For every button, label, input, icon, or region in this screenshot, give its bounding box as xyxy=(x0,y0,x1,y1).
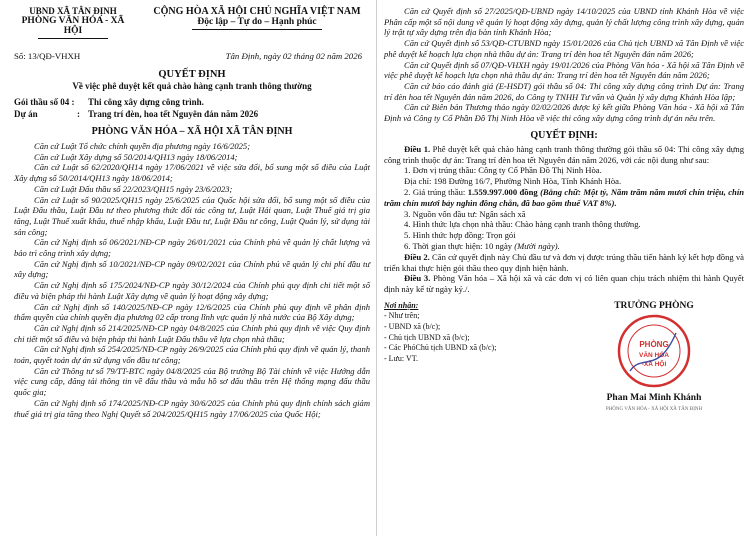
left-page xyxy=(14,6,370,419)
legal-basis-item: Căn cứ Thông tư số 79/TT-BTC ngày 04/8/2025 của Bộ trưởng Bộ Tài chính về việc Hướng dẫn việc cung cấp, đăng tải thông tin về đấu thầu và mẫu hồ sơ đấu thầu trên Hệ thống mạng đấu thầu quốc gia; xyxy=(14,365,370,398)
article-1 xyxy=(384,144,744,166)
address-item xyxy=(384,176,744,187)
project-label-wrap xyxy=(14,108,88,120)
signer-title: TRƯỞNG PHÒNG xyxy=(614,300,694,311)
winner-label: 1. Đơn vị trúng thầu: xyxy=(404,165,477,176)
legal-basis-item: Căn cứ Quyết định số 53/QĐ-CTUBND ngày 15/01/2026 của Chủ tịch UBND xã Tân Định về việc phê duyệt kế hoạch lựa chọn nhà thầu dự án: Trang trí đèn hoa tết Nguyên đán năm 2026; xyxy=(384,38,744,59)
address-label: Địa chỉ: xyxy=(404,176,432,187)
duration-words: (Mười ngày). xyxy=(514,240,560,251)
project-label: Dự án xyxy=(14,109,38,119)
svg-text:PHÒNG: PHÒNG xyxy=(639,339,669,349)
recipient-item: - Lưu: VT. xyxy=(384,353,419,363)
price-item xyxy=(384,187,744,209)
address-value: 198 Đường 16/7, Phường Ninh Hòa, Tỉnh Khánh Hòa. xyxy=(433,176,622,187)
legal-basis-item: Căn cứ Luật Tổ chức chính quyền địa phương ngày 16/6/2025; xyxy=(34,141,251,151)
legal-basis-item: Căn cứ Luật số 62/2020/QH14 ngày 17/06/2021 về việc sửa đổi, bổ sung một số điều của Luật Xây dựng số 50/2014/QH13 ngày 18/06/2014; xyxy=(14,162,370,184)
legal-basis-item: Căn cứ Nghị định số 175/2024/NĐ-CP ngày 30/12/2024 của Chính phủ quy định chi tiết một số điều và biện pháp thi hành Luật Xây dựng về quản lý hoạt động xây dựng; xyxy=(14,280,370,301)
legal-basis-item: Căn cứ Biên bản Thương thảo ngày 02/02/2026 được ký kết giữa Phòng Văn hóa - Xã hội xã Tân Định và Công ty Cổ Phần Đồ Thị Ninh Hòa về việc thi công xây dựng công trình dự án nêu trên. xyxy=(384,102,744,124)
document-title: QUYẾT ĐỊNH xyxy=(158,69,226,80)
recipient-item: - Các PhóChủ tịch UBND xã (b/c); xyxy=(384,343,497,353)
document-subtitle: Về việc phê duyệt kết quả chào hàng cạnh tranh thông thường xyxy=(72,81,312,91)
digital-signature-note: PHÒNG VĂN HÓA - XÃ HỘI XÃ TÂN ĐỊNH xyxy=(605,406,703,412)
project-row xyxy=(14,108,370,120)
legal-basis-item: Căn cứ Quyết định số 07/QĐ-VHXH ngày 19/01/2026 của Phòng Văn hóa - Xã hội xã Tân Định về việc phê duyệt kế hoạch lựa chọn nhà thầu dự án: Trang trí đèn hoa tết Nguyên đán năm 2026; xyxy=(384,59,744,81)
svg-text:VĂN HÓA: VĂN HÓA xyxy=(639,351,669,359)
right-page xyxy=(384,6,744,451)
stamp-seal-icon xyxy=(616,313,692,389)
article-1-label: Điều 1. xyxy=(404,143,431,154)
document-header xyxy=(14,6,370,39)
article-2-text: Căn cứ quyết định này Chủ đầu tư và đơn vị được trúng thầu tiến hành ký kết hợp đồng và triển khai thực hiện gói thầu theo quy định hiện hành. xyxy=(384,251,745,273)
selection-method-item: 4. Hình thức lựa chọn nhà thầu: Chào hàng cạnh tranh thông thường. xyxy=(404,219,641,230)
legal-basis-item: Căn cứ Luật Đấu thầu số 22/2023/QH15 ngày 23/6/2023; xyxy=(34,183,233,194)
national-heading xyxy=(144,6,370,39)
duration-label: 6. Thời gian thực hiện: 10 ngày xyxy=(404,240,513,251)
page-divider xyxy=(376,0,377,536)
document-number: Số: 13/QĐ-VHXH xyxy=(14,51,81,61)
article-3-label: Điều 3. xyxy=(404,273,431,284)
price-value: 1.559.997.000 đồng xyxy=(467,186,538,197)
legal-basis-item: Căn cứ Nghị định số 140/2025/NĐ-CP ngày 12/6/2025 của Chính phủ quy định về phân định thẩm quyền của chính quyền địa phương 02 cấp trong lĩnh vực quản lý nhà nước của Bộ Xây dựng; xyxy=(14,301,370,323)
recipient-item: - Chủ tịch UBND xã (b/c); xyxy=(384,332,470,342)
legal-basis-item: Căn cứ Nghị định số 10/2021/NĐ-CP ngày 09/02/2021 của Chính phủ về quản lý chi phí đầu tư xây dựng; xyxy=(14,258,370,280)
article-2-label: Điều 2. xyxy=(404,251,430,262)
recipients-block xyxy=(384,301,564,365)
winner-item xyxy=(384,165,744,176)
legal-basis-list xyxy=(14,141,370,419)
duration-item xyxy=(384,241,744,252)
number-date-row xyxy=(14,51,370,61)
package-label: Gói thầu số 04 : xyxy=(14,97,75,107)
article-3-text: Phòng Văn hóa – Xã hội xã và các đơn vị có liên quan chịu trách nhiệm thi hành Quyết định này kể từ ngày ký./. xyxy=(384,273,745,295)
official-stamp xyxy=(616,313,692,389)
contract-type-item: 5. Hình thức hợp đồng: Trọn gói xyxy=(404,230,516,241)
legal-basis-item: Căn cứ báo cáo đánh giá (E-HSDT) gói thầu số 04: Thi công xây dựng công trình Dự án: Trang trí đèn hoa tết Nguyên đán năm 2026, do Công ty TNHH Tư vấn và Quản lý xây dựng Khánh Hòa lập; xyxy=(384,80,744,102)
legal-basis-item: Căn cứ Nghị định số 06/2021/NĐ-CP ngày 26/01/2021 của Chính phủ về quản lý chất lượng và bảo trì công trình xây dựng; xyxy=(14,237,370,259)
legal-basis-item: Căn cứ Quyết định số 27/2025/QĐ-UBND ngày 14/10/2025 của UBND tỉnh Khánh Hòa về việc Phân cấp một số nội dung về quản lý hoạt động xây dựng, quản lý chất lượng công trình xây dựng, quản lý trật tự xây dựng trên địa bàn tỉnh Khánh Hòa; xyxy=(384,6,744,38)
recipients-title: Nơi nhận: xyxy=(384,300,419,310)
article-2 xyxy=(384,252,744,274)
price-label: 2. Giá trúng thầu: xyxy=(404,186,466,197)
legal-basis-item: Căn cứ Luật Xây dựng số 50/2014/QH13 ngày 18/06/2014; xyxy=(34,151,238,162)
org-underline xyxy=(38,38,108,39)
motto-underline xyxy=(192,29,322,30)
article-3 xyxy=(384,273,744,295)
funding-item: 3. Nguồn vốn đầu tư: Ngân sách xã xyxy=(404,208,526,219)
legal-basis-list-continued xyxy=(384,6,744,124)
issuing-authority: PHÒNG VĂN HÓA – XÃ HỘI XÃ TÂN ĐỊNH xyxy=(91,126,293,137)
place-date: Tân Định, ngày 02 tháng 02 năm 2026 xyxy=(225,51,362,61)
national-motto: Độc lập – Tự do – Hạnh phúc xyxy=(197,17,317,27)
decision-heading: QUYẾT ĐỊNH: xyxy=(530,129,598,141)
svg-text:-XÃ HỘI: -XÃ HỘI xyxy=(641,360,667,368)
legal-basis-item: Căn cứ Luật số 90/2025/QH15 ngày 25/6/2025 của Quốc hội sửa đổi, bổ sung một số điều của Luật Đấu thầu, Luật Đầu tư theo phương thức đối tác công tư, Luật Hải quan, Luật Thuế giá trị gia tăng, Luật Thuế xuất khẩu, thuế nhập khẩu, Luật Đầu tư, Luật Đầu tư công, Luật Quản lý, sử dụng tài sản công; xyxy=(14,194,370,237)
recipient-item: - UBND xã (b/c); xyxy=(384,322,441,332)
org-line1: UBND XÃ TÂN ĐỊNH xyxy=(29,6,117,16)
document-footer xyxy=(384,301,744,451)
article-1-text: Phê duyệt kết quả chào hàng cạnh tranh thông thường gói thầu số 04: Thi công xây dựng công trình thuộc dự án: Trang trí đèn hoa tết Nguyên đán năm 2026, với các nội dung như sau: xyxy=(384,143,744,165)
legal-basis-item: Căn cứ Nghị định số 254/2025/NĐ-CP ngày 26/9/2025 của Chính phủ quy định về quản lý, thanh toán, quyết toán dự án sử dụng vốn đầu tư công; xyxy=(14,344,370,366)
project-sep: : xyxy=(77,109,80,119)
recipient-item: - Như trên; xyxy=(384,311,420,321)
package-info xyxy=(14,96,370,120)
package-value: Thi công xây dựng công trình. xyxy=(88,97,204,107)
issuing-org xyxy=(14,6,132,39)
signer-name: Phan Mai Minh Khánh xyxy=(606,392,702,403)
republic-name: CỘNG HÒA XÃ HỘI CHỦ NGHĨA VIỆT NAM xyxy=(153,6,361,17)
legal-basis-item: Căn cứ Nghị định số 174/2025/NĐ-CP ngày 30/6/2025 của Chính phủ quy định chính sách giảm thuế giá trị gia tăng theo Nghị Quyết số 204/2025/QH15 ngày 17/06/2025 của Quốc Hội; xyxy=(14,397,370,419)
project-value: Trang trí đèn, hoa tết Nguyên đán năm 2026 xyxy=(88,109,259,119)
org-line2: PHÒNG VĂN HÓA - XÃ HỘI xyxy=(21,16,125,36)
legal-basis-item: Căn cứ Nghị định số 214/2025/NĐ-CP ngày 04/8/2025 của Chính phủ quy định về việc Quy định chi tiết một số điều và biện pháp thi hành Luật Đấu thầu về lựa chọn nhà thầu; xyxy=(14,322,370,344)
package-row xyxy=(14,96,370,108)
signature-block xyxy=(564,301,744,413)
winner-value: Công ty Cổ Phần Đồ Thị Ninh Hòa. xyxy=(478,165,602,176)
price-words: (Bằng chữ: Một tỷ, Năm trăm năm mươi chín triệu, chín trăm chín mươi bảy nghìn đồng chẵn, đã bao gồm thuế VAT 8%). xyxy=(384,186,745,208)
